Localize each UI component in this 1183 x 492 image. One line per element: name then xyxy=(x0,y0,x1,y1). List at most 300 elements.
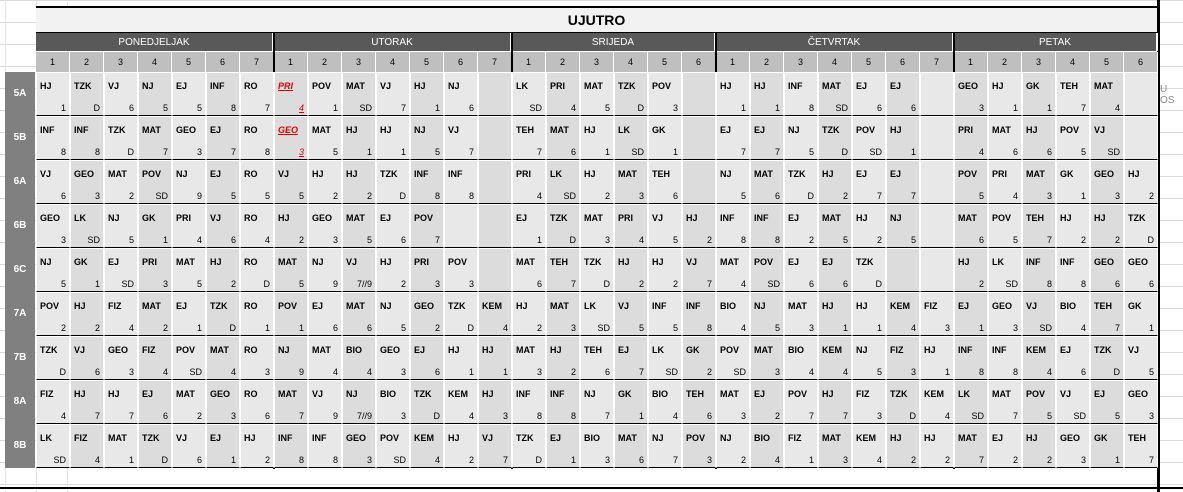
timetable-cell[interactable] xyxy=(954,380,988,424)
timetable-cell[interactable] xyxy=(614,424,648,468)
timetable-cell[interactable] xyxy=(104,204,138,248)
timetable-cell[interactable] xyxy=(36,292,70,336)
timetable-cell[interactable] xyxy=(784,292,818,336)
timetable-cell[interactable] xyxy=(104,336,138,380)
timetable-cell[interactable] xyxy=(274,336,308,380)
timetable-cell[interactable] xyxy=(342,424,376,468)
timetable-cell[interactable] xyxy=(818,248,852,292)
timetable-cell[interactable] xyxy=(342,336,376,380)
timetable-cell[interactable] xyxy=(478,292,512,336)
timetable-cell[interactable] xyxy=(308,72,342,116)
timetable-cell[interactable] xyxy=(682,248,716,292)
timetable-cell[interactable] xyxy=(1124,72,1158,116)
timetable-cell[interactable] xyxy=(376,336,410,380)
timetable-cell[interactable] xyxy=(852,292,886,336)
timetable-cell[interactable] xyxy=(648,292,682,336)
timetable-cell[interactable] xyxy=(342,204,376,248)
timetable-cell[interactable] xyxy=(444,248,478,292)
timetable-cell[interactable] xyxy=(580,424,614,468)
timetable-cell[interactable] xyxy=(1056,336,1090,380)
timetable-cell[interactable] xyxy=(70,160,104,204)
timetable-cell[interactable] xyxy=(36,160,70,204)
timetable-cell[interactable] xyxy=(172,248,206,292)
timetable-cell[interactable] xyxy=(648,380,682,424)
timetable-cell[interactable] xyxy=(206,336,240,380)
timetable-cell[interactable] xyxy=(376,380,410,424)
timetable-cell[interactable] xyxy=(70,116,104,160)
timetable-cell[interactable] xyxy=(308,380,342,424)
timetable-cell[interactable] xyxy=(988,336,1022,380)
timetable-cell[interactable] xyxy=(206,424,240,468)
timetable-cell[interactable] xyxy=(1124,116,1158,160)
timetable-cell[interactable] xyxy=(716,336,750,380)
timetable-cell[interactable] xyxy=(274,248,308,292)
timetable-cell[interactable] xyxy=(1056,204,1090,248)
timetable-cell[interactable] xyxy=(716,424,750,468)
timetable-cell[interactable] xyxy=(818,204,852,248)
timetable-cell[interactable] xyxy=(954,116,988,160)
timetable-cell[interactable] xyxy=(852,380,886,424)
timetable-cell[interactable] xyxy=(648,72,682,116)
timetable-cell[interactable] xyxy=(70,336,104,380)
timetable-cell[interactable] xyxy=(784,380,818,424)
room-number: 2 xyxy=(366,191,372,201)
timetable-cell[interactable] xyxy=(716,248,750,292)
timetable-cell[interactable] xyxy=(1090,72,1124,116)
timetable-cell[interactable] xyxy=(988,424,1022,468)
timetable-cell[interactable] xyxy=(546,160,580,204)
timetable-cell[interactable] xyxy=(206,248,240,292)
timetable-cell[interactable] xyxy=(172,72,206,116)
timetable-cell[interactable] xyxy=(478,424,512,468)
timetable-cell[interactable] xyxy=(478,72,512,116)
timetable-cell[interactable] xyxy=(138,204,172,248)
timetable-cell[interactable] xyxy=(410,160,444,204)
timetable-cell[interactable] xyxy=(172,424,206,468)
timetable-cell[interactable] xyxy=(784,72,818,116)
timetable-cell[interactable] xyxy=(852,336,886,380)
timetable-cell[interactable] xyxy=(274,380,308,424)
timetable-cell[interactable] xyxy=(1022,160,1056,204)
timetable-cell[interactable] xyxy=(206,292,240,336)
timetable-cell[interactable] xyxy=(512,204,546,248)
timetable-cell[interactable] xyxy=(376,160,410,204)
timetable-cell[interactable] xyxy=(886,336,920,380)
timetable-cell[interactable] xyxy=(614,336,648,380)
timetable-cell[interactable] xyxy=(1022,424,1056,468)
timetable-cell[interactable] xyxy=(138,160,172,204)
timetable-cell[interactable] xyxy=(1124,204,1158,248)
timetable-cell[interactable] xyxy=(920,424,954,468)
timetable-cell[interactable] xyxy=(682,292,716,336)
timetable-cell[interactable] xyxy=(36,380,70,424)
timetable-cell[interactable] xyxy=(206,72,240,116)
timetable-cell[interactable] xyxy=(546,424,580,468)
timetable-cell[interactable] xyxy=(138,380,172,424)
timetable-cell[interactable] xyxy=(70,424,104,468)
timetable-cell[interactable] xyxy=(36,72,70,116)
timetable-cell[interactable] xyxy=(512,72,546,116)
timetable-cell[interactable] xyxy=(750,248,784,292)
timetable-cell[interactable] xyxy=(852,204,886,248)
timetable-cell[interactable] xyxy=(750,380,784,424)
timetable-cell[interactable] xyxy=(1056,160,1090,204)
timetable-cell[interactable] xyxy=(988,204,1022,248)
timetable-cell[interactable] xyxy=(444,116,478,160)
timetable-cell[interactable] xyxy=(274,116,308,160)
timetable-cell[interactable] xyxy=(886,248,920,292)
timetable-cell[interactable] xyxy=(1090,292,1124,336)
timetable-cell[interactable] xyxy=(954,204,988,248)
timetable-cell[interactable] xyxy=(1056,72,1090,116)
timetable-cell[interactable] xyxy=(172,336,206,380)
timetable-cell[interactable] xyxy=(240,72,274,116)
timetable-cell[interactable] xyxy=(342,380,376,424)
timetable-cell[interactable] xyxy=(70,72,104,116)
timetable-cell[interactable] xyxy=(750,116,784,160)
timetable-cell[interactable] xyxy=(818,424,852,468)
timetable-cell[interactable] xyxy=(410,424,444,468)
timetable-cell[interactable] xyxy=(750,336,784,380)
timetable-cell[interactable] xyxy=(36,424,70,468)
timetable-cell[interactable] xyxy=(1056,248,1090,292)
timetable-cell[interactable] xyxy=(512,116,546,160)
timetable-cell[interactable] xyxy=(274,292,308,336)
timetable-cell[interactable] xyxy=(376,292,410,336)
timetable-cell[interactable] xyxy=(852,116,886,160)
timetable-cell[interactable] xyxy=(580,72,614,116)
timetable-cell[interactable] xyxy=(1056,424,1090,468)
timetable-cell[interactable] xyxy=(138,424,172,468)
timetable-cell[interactable] xyxy=(1124,160,1158,204)
timetable-cell[interactable] xyxy=(818,292,852,336)
timetable-cell[interactable] xyxy=(70,292,104,336)
timetable-cell[interactable] xyxy=(410,336,444,380)
timetable-cell[interactable] xyxy=(240,116,274,160)
timetable-cell[interactable] xyxy=(886,292,920,336)
timetable-cell[interactable] xyxy=(580,380,614,424)
timetable-cell[interactable] xyxy=(648,204,682,248)
timetable-cell[interactable] xyxy=(682,424,716,468)
timetable-cell[interactable] xyxy=(614,72,648,116)
timetable-cell[interactable] xyxy=(342,116,376,160)
timetable-cell[interactable] xyxy=(682,380,716,424)
timetable-cell[interactable] xyxy=(614,292,648,336)
timetable-cell[interactable] xyxy=(988,292,1022,336)
timetable-cell[interactable] xyxy=(342,160,376,204)
timetable-cell[interactable] xyxy=(1124,292,1158,336)
timetable-cell[interactable] xyxy=(886,380,920,424)
timetable-cell[interactable] xyxy=(920,116,954,160)
timetable-cell[interactable] xyxy=(886,204,920,248)
timetable-cell[interactable] xyxy=(376,424,410,468)
timetable-cell[interactable] xyxy=(920,380,954,424)
timetable-cell[interactable] xyxy=(172,116,206,160)
timetable-cell[interactable] xyxy=(1022,292,1056,336)
timetable-cell[interactable] xyxy=(580,248,614,292)
timetable-cell[interactable] xyxy=(444,336,478,380)
timetable-cell[interactable] xyxy=(36,248,70,292)
timetable-cell[interactable] xyxy=(1090,380,1124,424)
timetable-cell[interactable] xyxy=(818,336,852,380)
timetable-cell[interactable] xyxy=(376,72,410,116)
timetable-cell[interactable] xyxy=(954,336,988,380)
timetable-cell[interactable] xyxy=(240,292,274,336)
timetable-cell[interactable] xyxy=(478,116,512,160)
timetable-cell[interactable] xyxy=(444,204,478,248)
timetable-cell[interactable] xyxy=(478,336,512,380)
timetable-cell[interactable] xyxy=(138,336,172,380)
timetable-cell[interactable] xyxy=(444,380,478,424)
timetable-cell[interactable] xyxy=(138,292,172,336)
timetable-cell[interactable] xyxy=(206,204,240,248)
timetable-cell[interactable] xyxy=(172,160,206,204)
timetable-cell[interactable] xyxy=(954,424,988,468)
timetable-cell[interactable] xyxy=(444,160,478,204)
timetable-cell[interactable] xyxy=(444,292,478,336)
timetable-cell[interactable] xyxy=(648,424,682,468)
timetable-cell[interactable] xyxy=(784,204,818,248)
timetable-cell[interactable] xyxy=(308,204,342,248)
timetable-cell[interactable] xyxy=(682,72,716,116)
timetable-cell[interactable] xyxy=(1022,248,1056,292)
timetable-cell[interactable] xyxy=(512,424,546,468)
timetable-cell[interactable] xyxy=(546,72,580,116)
timetable-cell[interactable] xyxy=(240,424,274,468)
timetable-cell[interactable] xyxy=(478,248,512,292)
timetable-cell[interactable] xyxy=(274,160,308,204)
timetable-cell[interactable] xyxy=(410,116,444,160)
timetable-cell[interactable] xyxy=(954,292,988,336)
timetable-cell[interactable] xyxy=(682,160,716,204)
timetable-cell[interactable] xyxy=(1022,336,1056,380)
timetable-cell[interactable] xyxy=(920,72,954,116)
timetable-cell[interactable] xyxy=(70,248,104,292)
timetable-cell[interactable] xyxy=(886,424,920,468)
timetable-cell[interactable] xyxy=(1056,116,1090,160)
timetable-cell[interactable] xyxy=(172,292,206,336)
timetable-cell[interactable] xyxy=(852,248,886,292)
timetable-cell[interactable] xyxy=(614,380,648,424)
timetable-cell[interactable] xyxy=(342,248,376,292)
timetable-cell[interactable] xyxy=(410,248,444,292)
timetable-cell[interactable] xyxy=(410,380,444,424)
timetable-cell[interactable] xyxy=(512,380,546,424)
timetable-cell[interactable] xyxy=(1124,248,1158,292)
timetable-cell[interactable] xyxy=(954,248,988,292)
timetable-cell[interactable] xyxy=(920,292,954,336)
timetable-cell[interactable] xyxy=(988,248,1022,292)
timetable-cell[interactable] xyxy=(988,116,1022,160)
timetable-cell[interactable] xyxy=(512,248,546,292)
timetable-cell[interactable] xyxy=(104,292,138,336)
timetable-cell[interactable] xyxy=(546,204,580,248)
timetable-cell[interactable] xyxy=(750,292,784,336)
timetable-cell[interactable] xyxy=(750,424,784,468)
timetable-cell[interactable] xyxy=(852,72,886,116)
timetable-cell[interactable] xyxy=(206,160,240,204)
timetable-cell[interactable] xyxy=(818,160,852,204)
timetable-cell[interactable] xyxy=(920,336,954,380)
timetable-cell[interactable] xyxy=(1090,336,1124,380)
timetable-cell[interactable] xyxy=(1090,160,1124,204)
timetable-cell[interactable] xyxy=(512,292,546,336)
timetable-cell[interactable] xyxy=(70,204,104,248)
timetable-cell[interactable] xyxy=(36,336,70,380)
timetable-cell[interactable] xyxy=(274,424,308,468)
timetable-cell[interactable] xyxy=(1056,292,1090,336)
timetable-cell[interactable] xyxy=(240,380,274,424)
timetable-cell[interactable] xyxy=(104,72,138,116)
timetable-cell[interactable] xyxy=(920,204,954,248)
timetable-cell[interactable] xyxy=(308,424,342,468)
timetable-cell[interactable] xyxy=(1090,116,1124,160)
timetable-cell[interactable] xyxy=(614,160,648,204)
timetable-cell[interactable] xyxy=(274,72,308,116)
timetable-cell[interactable] xyxy=(988,72,1022,116)
timetable-cell[interactable] xyxy=(546,116,580,160)
timetable-cell[interactable] xyxy=(784,336,818,380)
timetable-cell[interactable] xyxy=(784,160,818,204)
timetable-cell[interactable] xyxy=(784,248,818,292)
timetable-cell[interactable] xyxy=(104,424,138,468)
timetable-cell[interactable] xyxy=(138,72,172,116)
timetable-cell[interactable] xyxy=(70,380,104,424)
timetable-cell[interactable] xyxy=(138,116,172,160)
timetable-cell[interactable] xyxy=(682,336,716,380)
timetable-cell[interactable] xyxy=(648,248,682,292)
timetable-cell[interactable] xyxy=(988,160,1022,204)
timetable-cell[interactable] xyxy=(1090,424,1124,468)
timetable-cell[interactable] xyxy=(580,116,614,160)
timetable-cell[interactable] xyxy=(478,160,512,204)
timetable-cell[interactable] xyxy=(852,160,886,204)
timetable-cell[interactable] xyxy=(886,116,920,160)
timetable-cell[interactable] xyxy=(444,424,478,468)
timetable-cell[interactable] xyxy=(750,160,784,204)
timetable-cell[interactable] xyxy=(206,380,240,424)
timetable-cell[interactable] xyxy=(750,72,784,116)
timetable-cell[interactable] xyxy=(988,380,1022,424)
timetable-cell[interactable] xyxy=(716,160,750,204)
timetable-cell[interactable] xyxy=(546,380,580,424)
timetable-cell[interactable] xyxy=(648,116,682,160)
timetable-cell[interactable] xyxy=(784,116,818,160)
timetable-cell[interactable] xyxy=(818,116,852,160)
timetable-cell[interactable] xyxy=(546,336,580,380)
timetable-cell[interactable] xyxy=(104,160,138,204)
timetable-cell[interactable] xyxy=(410,204,444,248)
timetable-cell[interactable] xyxy=(240,336,274,380)
timetable-cell[interactable] xyxy=(410,292,444,336)
timetable-cell[interactable] xyxy=(716,292,750,336)
timetable-cell[interactable] xyxy=(206,116,240,160)
timetable-cell[interactable] xyxy=(36,204,70,248)
timetable-cell[interactable] xyxy=(580,160,614,204)
timetable-cell[interactable] xyxy=(240,160,274,204)
timetable-cell[interactable] xyxy=(512,336,546,380)
timetable-cell[interactable] xyxy=(546,292,580,336)
timetable-cell[interactable] xyxy=(410,72,444,116)
timetable-cell[interactable] xyxy=(1090,204,1124,248)
room-number: 4 xyxy=(128,323,134,333)
timetable-cell[interactable] xyxy=(614,116,648,160)
timetable-cell[interactable] xyxy=(138,248,172,292)
timetable-cell[interactable] xyxy=(614,248,648,292)
timetable-cell[interactable] xyxy=(648,336,682,380)
timetable-cell[interactable] xyxy=(308,116,342,160)
timetable-cell[interactable] xyxy=(784,424,818,468)
timetable-cell[interactable] xyxy=(308,292,342,336)
timetable-cell[interactable] xyxy=(954,72,988,116)
timetable-cell[interactable] xyxy=(818,380,852,424)
timetable-cell[interactable] xyxy=(580,204,614,248)
timetable-cell[interactable] xyxy=(478,380,512,424)
timetable-cell[interactable] xyxy=(172,204,206,248)
timetable-cell[interactable] xyxy=(36,116,70,160)
timetable-cell[interactable] xyxy=(852,424,886,468)
timetable-cell[interactable] xyxy=(920,248,954,292)
timetable-cell[interactable] xyxy=(716,380,750,424)
timetable-cell[interactable] xyxy=(1090,248,1124,292)
timetable-cell[interactable] xyxy=(172,380,206,424)
timetable-cell[interactable] xyxy=(104,380,138,424)
timetable-cell[interactable] xyxy=(716,116,750,160)
timetable-cell[interactable] xyxy=(716,204,750,248)
timetable-cell[interactable] xyxy=(716,72,750,116)
timetable-cell[interactable] xyxy=(1022,116,1056,160)
timetable-cell[interactable] xyxy=(1124,336,1158,380)
timetable-cell[interactable] xyxy=(342,72,376,116)
timetable-cell[interactable] xyxy=(886,160,920,204)
timetable-cell[interactable] xyxy=(1022,380,1056,424)
timetable-cell[interactable] xyxy=(1022,204,1056,248)
room-number: 6 xyxy=(230,235,236,245)
timetable-cell[interactable] xyxy=(512,160,546,204)
timetable-cell[interactable] xyxy=(376,204,410,248)
timetable-cell[interactable] xyxy=(308,160,342,204)
timetable-cell[interactable] xyxy=(750,204,784,248)
timetable-cell[interactable] xyxy=(274,204,308,248)
timetable-cell[interactable] xyxy=(614,204,648,248)
timetable-cell[interactable] xyxy=(308,248,342,292)
timetable-cell[interactable] xyxy=(240,248,274,292)
timetable-cell[interactable] xyxy=(954,160,988,204)
timetable-cell[interactable] xyxy=(104,116,138,160)
timetable-cell[interactable] xyxy=(546,248,580,292)
timetable-cell[interactable] xyxy=(104,248,138,292)
timetable-cell[interactable] xyxy=(376,248,410,292)
timetable-cell[interactable] xyxy=(444,72,478,116)
timetable-cell[interactable] xyxy=(1124,424,1158,468)
timetable-cell[interactable] xyxy=(682,116,716,160)
timetable-cell[interactable] xyxy=(1056,380,1090,424)
timetable-cell[interactable] xyxy=(478,204,512,248)
timetable-cell[interactable] xyxy=(886,72,920,116)
timetable-cell[interactable] xyxy=(240,204,274,248)
timetable-cell[interactable] xyxy=(580,336,614,380)
timetable-cell[interactable] xyxy=(308,336,342,380)
timetable-cell[interactable] xyxy=(1124,380,1158,424)
timetable-cell[interactable] xyxy=(376,116,410,160)
timetable-cell[interactable] xyxy=(580,292,614,336)
timetable-cell[interactable] xyxy=(648,160,682,204)
timetable-cell[interactable] xyxy=(920,160,954,204)
timetable-cell[interactable] xyxy=(682,204,716,248)
timetable-cell[interactable] xyxy=(342,292,376,336)
timetable-cell[interactable] xyxy=(1022,72,1056,116)
timetable-cell[interactable] xyxy=(818,72,852,116)
